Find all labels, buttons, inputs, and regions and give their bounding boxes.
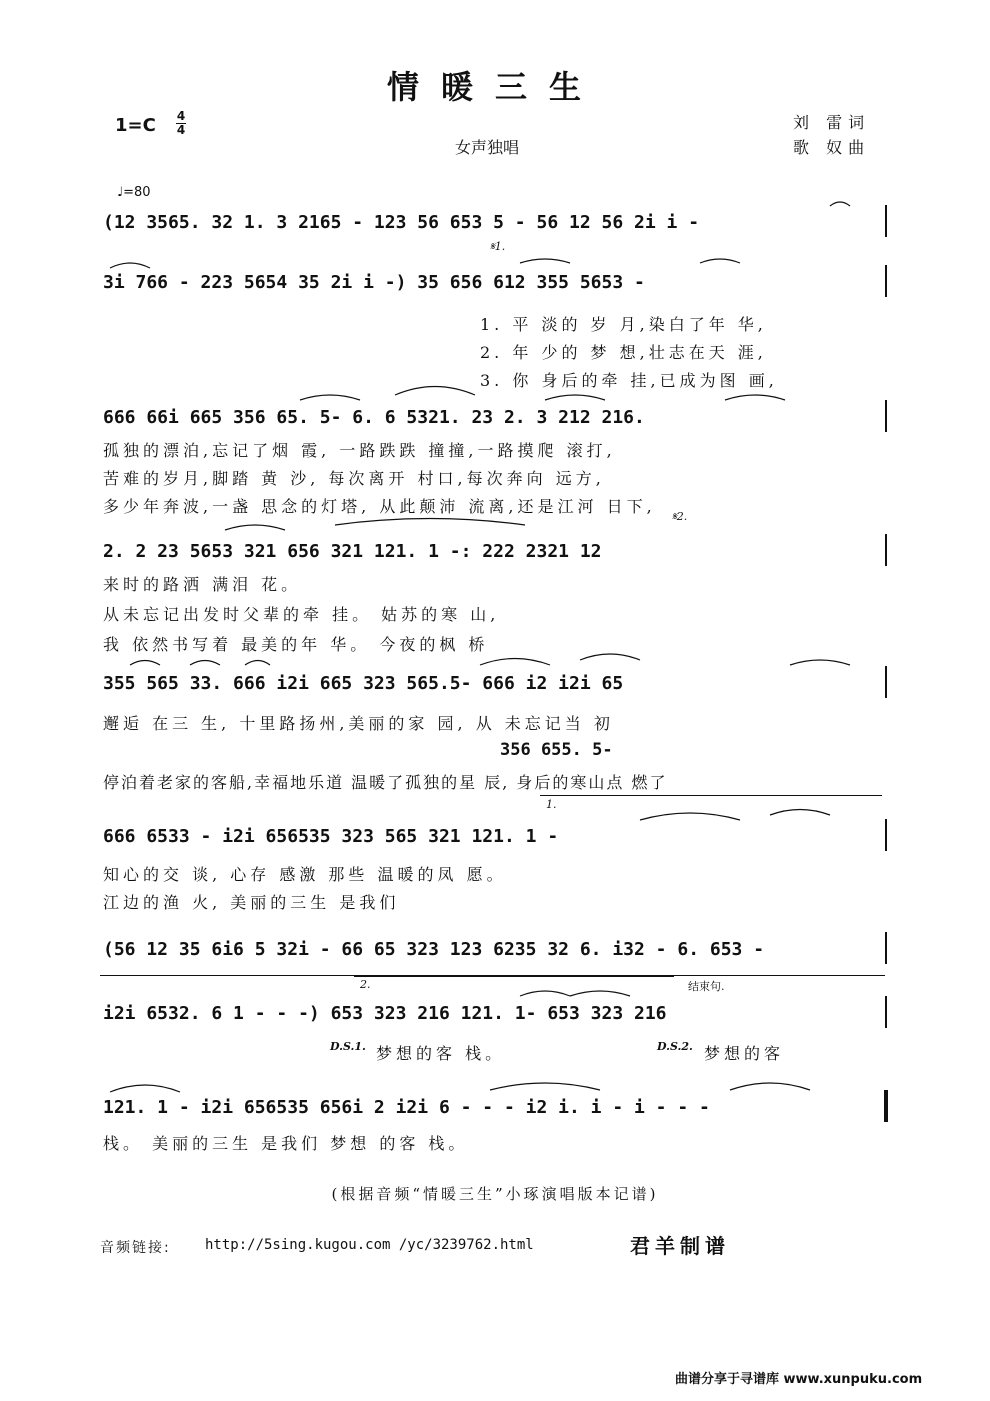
slur bbox=[395, 387, 475, 396]
slur bbox=[110, 1085, 180, 1092]
lyric-line-4a: 来时的路洒 满泪 花。 bbox=[103, 575, 302, 594]
slur bbox=[335, 519, 525, 526]
slur bbox=[480, 659, 550, 666]
notation-line-5: 355 565 33. 666 i2i 665 323 565.5- 666 i2 i2i 65 bbox=[103, 673, 624, 694]
lyricist-credit: 刘 雷词 bbox=[793, 113, 871, 132]
voice-type: 女声独唱 bbox=[455, 138, 520, 157]
notation-line-3: 666 66i 665 356 65. 5- 6. 6 5321. 23 2. 3 212 216. bbox=[103, 407, 645, 428]
ending-label: 结束句. bbox=[688, 980, 725, 993]
slur bbox=[830, 202, 850, 206]
lyric-line-5a: 邂逅 在三 生, 十里路扬州,美丽的家 园, 从 未忘记当 初 bbox=[103, 714, 614, 733]
ds-2-marking: D.S.2. bbox=[657, 1040, 693, 1053]
lyric-line-3c: 多少年奔波,一盏 思念的灯塔, 从此颠沛 流离,还是江河 日下, bbox=[103, 497, 656, 516]
slur bbox=[570, 991, 630, 996]
tempo-marking: ♩=80 bbox=[117, 185, 151, 200]
lyric-line-6a: 知心的交 谈, 心存 感激 那些 温暖的凤 愿。 bbox=[103, 865, 507, 884]
slur bbox=[130, 661, 160, 666]
lyric-line-6b: 江边的渔 火, 美丽的三生 是我们 bbox=[103, 893, 400, 912]
slur bbox=[190, 661, 220, 666]
lyric-line-2a: 1. 平 淡的 岁 月,染白了年 华, bbox=[480, 315, 767, 334]
slur bbox=[520, 991, 570, 996]
lyric-line-8b: 梦想的客 bbox=[704, 1044, 785, 1063]
notation-alt-5: 356 655. 5- bbox=[500, 740, 613, 760]
slur bbox=[300, 395, 360, 400]
transcriber-logo: 君羊制谱 bbox=[630, 1234, 730, 1258]
song-title: 情暖三生 bbox=[386, 68, 603, 106]
lyric-line-9: 栈。 美丽的三生 是我们 梦想 的客 栈。 bbox=[103, 1134, 469, 1153]
transcription-source-note: (根据音频“情暖三生”小琢演唱版本记谱) bbox=[331, 1185, 659, 1203]
lyric-line-3a: 孤独的漂泊,忘记了烟 霞, 一路跌跌 撞撞,一路摸爬 滚打, bbox=[103, 441, 616, 460]
notation-line-6: 666 6533 - i2i 656535 323 565 321 121. 1 - bbox=[103, 826, 559, 847]
slur bbox=[545, 395, 605, 400]
time-signature-top: 4 bbox=[176, 109, 186, 123]
slur bbox=[700, 259, 740, 263]
audio-link[interactable]: http://5sing.kugou.com /yc/3239762.html bbox=[205, 1237, 534, 1253]
footer-watermark[interactable]: 曲谱分享于寻谱库 www.xunpuku.com bbox=[675, 1372, 923, 1387]
segno-2: 𝄋2. bbox=[672, 510, 688, 523]
slur bbox=[725, 395, 785, 400]
lyric-line-4c: 我 依然书写着 最美的年 华。 今夜的枫 桥 bbox=[103, 635, 489, 654]
notation-line-1: (12 3565. 32 1. 3 2165 - 123 56 653 5 - 56 12 56 2i i - bbox=[103, 212, 700, 233]
time-signature-bottom: 4 bbox=[176, 123, 186, 137]
slur bbox=[640, 813, 740, 820]
lyric-line-8a: 梦想的客 栈。 bbox=[376, 1044, 506, 1063]
volta-2: 2. bbox=[360, 978, 371, 991]
slur bbox=[490, 1083, 600, 1090]
slur bbox=[770, 810, 830, 816]
segno-1: 𝄋1. bbox=[490, 240, 506, 253]
lyric-line-2b: 2. 年 少的 梦 想,壮志在天 涯, bbox=[480, 343, 767, 362]
slur bbox=[245, 661, 270, 666]
composer-credit: 歌 奴曲 bbox=[793, 138, 871, 157]
notation-line-4: 2. 2 23 5653 321 656 321 121. 1 -: 222 2321 12 bbox=[103, 541, 602, 562]
slur bbox=[520, 259, 570, 263]
key-signature: 1=C bbox=[115, 115, 156, 136]
ds-1-marking: D.S.1. bbox=[330, 1040, 366, 1053]
slur bbox=[730, 1083, 810, 1090]
slur bbox=[790, 660, 850, 665]
slur bbox=[110, 263, 150, 268]
slur bbox=[225, 525, 285, 530]
lyric-line-4b: 从未忘记出发时父辈的牵 挂。 姑苏的寒 山, bbox=[103, 605, 500, 624]
audio-link-label: 音频链接: bbox=[100, 1240, 171, 1256]
notation-line-8: i2i 6532. 6 1 - - -) 653 323 216 121. 1- 653 323 216 bbox=[103, 1003, 667, 1024]
lyric-line-3b: 苦难的岁月,脚踏 黄 沙, 每次离开 村口,每次奔向 远方, bbox=[103, 469, 605, 488]
notation-line-2: 3i 766 - 223 5654 35 2i i -) 35 656 612 355 5653 - bbox=[103, 272, 645, 293]
notation-line-7: (56 12 35 6i6 5 32i - 66 65 323 123 6235 32 6. i32 - 6. 653 - bbox=[103, 939, 765, 960]
volta-1: 1. bbox=[546, 798, 557, 811]
lyric-line-5b: 停泊着老家的客船,幸福地乐道 温暖了孤独的星 辰, 身后的寒山点 燃了 bbox=[103, 773, 668, 792]
notation-line-9: 121. 1 - i2i 656535 656i 2 i2i 6 - - - i2 i. i - i - - - bbox=[103, 1097, 710, 1118]
lyric-line-2c: 3. 你 身后的牵 挂,已成为图 画, bbox=[480, 371, 778, 390]
slur bbox=[580, 654, 640, 660]
